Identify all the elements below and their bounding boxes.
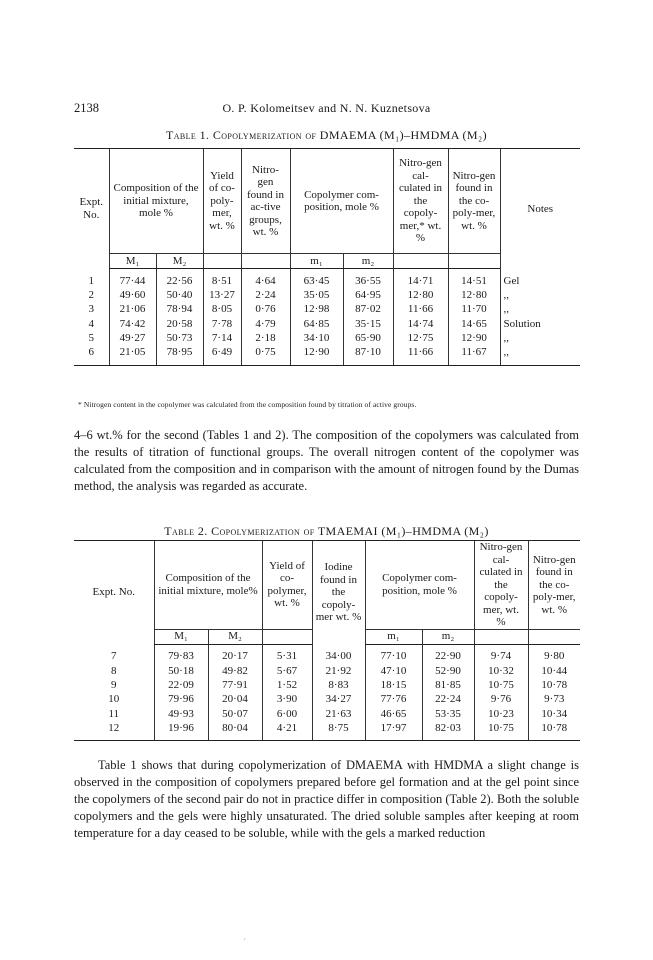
page-number: 2138 (74, 101, 99, 115)
cell-m1: 12·90 (290, 345, 343, 365)
cell-yield: 6·49 (203, 345, 241, 365)
cell-n_found: 11·67 (448, 345, 500, 365)
cell-yield: 8·05 (203, 303, 241, 317)
cell-n_active: 4·64 (241, 269, 290, 289)
cell-M2: 20·04 (208, 692, 262, 706)
cell-n_found: 12·80 (448, 288, 500, 302)
cell-m2: 64·95 (343, 288, 393, 302)
cell-n_found: 10·78 (528, 678, 580, 692)
cell-m2: 81·85 (422, 678, 474, 692)
cell-m1: 35·05 (290, 288, 343, 302)
t2-header-M2: M₂ (208, 629, 262, 644)
t2-header-copolymer-composition: Copolymer com-position, mole % (365, 541, 474, 630)
cell-iodine: 34·27 (312, 692, 365, 706)
cell-iodine: 34·00 (312, 644, 365, 664)
table-row (74, 644, 580, 664)
cell-yield: 6·00 (262, 707, 312, 721)
cell-M2: 20·17 (208, 644, 262, 664)
table1-caption: Table 1. Copolymerization of DMAEMA (M₁)–HMDMA (M₂) (166, 128, 487, 142)
t2-header-nitrogen-found: Nitro-gen found in the co-poly-mer, wt. % (528, 541, 580, 630)
cell-notes: ,, (500, 288, 580, 302)
cell-expt: 11 (108, 707, 120, 720)
cell-iodine: 8·83 (312, 678, 365, 692)
cell-expt: 7 (111, 650, 117, 663)
cell-M1: 49·60 (109, 288, 156, 302)
cell-m2: 87·02 (343, 303, 393, 317)
cell-M1: 77·44 (109, 269, 156, 289)
t2-header-M1: M₁ (154, 629, 208, 644)
cell-n_calc: 10·75 (474, 678, 528, 692)
cell-expt: 12 (74, 721, 154, 741)
cell-m2: 22·24 (422, 692, 474, 706)
cell-M1: 21·05 (109, 345, 156, 365)
cell-expt: 3 (88, 303, 94, 316)
table-row (74, 707, 580, 721)
table1 (74, 148, 580, 366)
cell-m2: 87·10 (343, 345, 393, 365)
t1-header-yield: Yield of co-poly-mer, wt. % (203, 149, 241, 254)
cell-expt: 8 (111, 664, 117, 677)
t1-header-m2: m₂ (343, 254, 393, 269)
cell-M2: 77·91 (208, 678, 262, 692)
table-row (74, 288, 580, 302)
cell-m1: 47·10 (365, 664, 422, 678)
cell-M2: 50·40 (156, 288, 203, 302)
t2-header-iodine: Iodine found in the copoly-mer wt. % (312, 541, 365, 645)
cell-m2: 65·90 (343, 331, 393, 345)
cell-yield: 5·67 (262, 664, 312, 678)
cell-n_calc: 9·74 (474, 644, 528, 664)
cell-yield: 7·78 (203, 317, 241, 331)
cell-expt: 2 (88, 289, 94, 302)
cell-m2: 22·90 (422, 644, 474, 664)
cell-M2: 78·94 (156, 303, 203, 317)
t1-header-copolymer-composition: Copolymer com-position, mole % (290, 149, 393, 254)
cell-n_calc: 14·71 (393, 269, 448, 289)
cell-n_active: 4·79 (241, 317, 290, 331)
table-row (74, 678, 580, 692)
table-row (74, 345, 580, 365)
table-row (74, 303, 580, 317)
cell-notes: Gel (500, 269, 580, 289)
cell-M1: 74·42 (109, 317, 156, 331)
t1-header-nitrogen-found: Nitro-gen found in ac-tive groups, wt. % (241, 149, 290, 254)
cell-n_found: 14·51 (448, 269, 500, 289)
cell-m2: 35·15 (343, 317, 393, 331)
cell-expt: 6 (74, 345, 109, 365)
cell-m1: 63·45 (290, 269, 343, 289)
cell-n_found: 10·34 (528, 707, 580, 721)
table-row (74, 721, 580, 741)
cell-yield: 7·14 (203, 331, 241, 345)
cell-m2: 52·90 (422, 664, 474, 678)
cell-M1: 21·06 (109, 303, 156, 317)
t2-header-expt: Expt. No. (74, 541, 154, 645)
cell-n_active: 2·18 (241, 331, 290, 345)
cell-M1: 49·27 (109, 331, 156, 345)
cell-n_found: 11·70 (448, 303, 500, 317)
cell-n_found: 9·73 (528, 692, 580, 706)
cell-m2: 36·55 (343, 269, 393, 289)
table-row (74, 692, 580, 706)
t1-header-nitrogen-found-copolymer: Nitro-gen found in the co-poly-mer, wt. % (448, 149, 500, 254)
cell-M1: 50·18 (154, 664, 208, 678)
table2 (74, 540, 580, 741)
cell-M2: 50·73 (156, 331, 203, 345)
cell-n_calc: 9·76 (474, 692, 528, 706)
cell-M1: 49·93 (154, 707, 208, 721)
cell-n_active: 0·76 (241, 303, 290, 317)
cell-m1: 34·10 (290, 331, 343, 345)
t1-header-composition: Composition of the initial mixture, mole % (109, 149, 203, 254)
cell-m1: 18·15 (365, 678, 422, 692)
cell-n_calc: 12·80 (393, 288, 448, 302)
cell-M1: 79·83 (154, 644, 208, 664)
t1-header-notes: Notes (500, 149, 580, 269)
cell-m1: 17·97 (365, 721, 422, 741)
cell-m2: 53·35 (422, 707, 474, 721)
cell-n_calc: 14·74 (393, 317, 448, 331)
paragraph-2 (74, 757, 579, 842)
cell-n_found: 10·78 (528, 721, 580, 741)
cell-yield: 13·27 (203, 288, 241, 302)
paragraph-2-text: Table 1 shows that during copolymerization of DMAEMA with HMDMA a slight change is observed in the composition of copolymers prepared before gel formation and at the gel point since the copolymers of the second pair do not in practice differ in composition (Table 2). Both the soluble copolymers and the gels were highly unsaturated. The dried soluble samples after keeping at room temperature for a day ceased to be soluble, while with the gels a marked reduction (74, 758, 579, 840)
t2-header-composition: Composition of the initial mixture, mole% (154, 541, 262, 630)
t2-header-m1: m₁ (365, 629, 422, 644)
cell-n_found: 12·90 (448, 331, 500, 345)
cell-M1: 79·96 (154, 692, 208, 706)
cell-yield: 1·52 (262, 678, 312, 692)
cell-n_calc: 12·75 (393, 331, 448, 345)
cell-M2: 80·04 (208, 721, 262, 741)
cell-notes: ,, (500, 331, 580, 345)
cell-M1: 19·96 (154, 721, 208, 741)
cell-expt: 4 (88, 317, 94, 330)
table-row (74, 664, 580, 678)
t2-header-m2: m₂ (422, 629, 474, 644)
cell-n_calc: 11·66 (393, 345, 448, 365)
cell-notes: Solution (500, 317, 580, 331)
cell-expt: 1 (88, 274, 94, 287)
cell-m1: 77·10 (365, 644, 422, 664)
cell-iodine: 21·63 (312, 707, 365, 721)
cell-iodine: 21·92 (312, 664, 365, 678)
cell-M2: 20·58 (156, 317, 203, 331)
cell-m2: 82·03 (422, 721, 474, 741)
paragraph-1-text: 4–6 wt.% for the second (Tables 1 and 2). The composition of the copolymers was calculated from the results of titration of functional groups. The overall nitrogen content of the copolymer was calculated from the composition and in comparison with the amount of nitrogen found by the Dumas method, the analysis was regarded as accurate. (74, 428, 579, 493)
cell-expt: 5 (88, 332, 94, 345)
t1-header-nitrogen-calculated: Nitro-gen cal-culated in the copoly-mer,* wt. % (393, 149, 448, 254)
cell-n_active: 2·24 (241, 288, 290, 302)
cell-yield: 3·90 (262, 692, 312, 706)
cell-n_active: 0·75 (241, 345, 290, 365)
cell-n_found: 10·44 (528, 664, 580, 678)
cell-notes: ,, (500, 345, 580, 365)
cell-n_found: 9·80 (528, 644, 580, 664)
t1-header-expt: Expt. No. (74, 149, 109, 269)
paragraph-1 (74, 427, 579, 495)
running-head: O. P. Kolomeitsev and N. N. Kuznetsova (222, 101, 431, 115)
cell-n_calc: 10·75 (474, 721, 528, 741)
table-row (74, 317, 580, 331)
table-row (74, 331, 580, 345)
cell-m1: 77·76 (365, 692, 422, 706)
cell-M2: 78·95 (156, 345, 203, 365)
cell-M2: 50·07 (208, 707, 262, 721)
cell-n_calc: 11·66 (393, 303, 448, 317)
t2-header-nitrogen-calculated: Nitro-gen cal-culated in the copoly-mer, wt. % (474, 541, 528, 630)
cell-m1: 46·65 (365, 707, 422, 721)
cell-m1: 64·85 (290, 317, 343, 331)
cell-yield: 5·31 (262, 644, 312, 664)
cell-yield: 8·51 (203, 269, 241, 289)
cell-m1: 12·98 (290, 303, 343, 317)
t1-header-M1: M₁ (109, 254, 156, 269)
t1-header-m1: m₁ (290, 254, 343, 269)
cell-M2: 49·82 (208, 664, 262, 678)
cell-n_found: 14·65 (448, 317, 500, 331)
cell-iodine: 8·75 (312, 721, 365, 741)
cell-n_calc: 10·32 (474, 664, 528, 678)
t1-header-M2: M₂ (156, 254, 203, 269)
cell-M2: 22·56 (156, 269, 203, 289)
cell-expt: 9 (111, 678, 117, 691)
cell-M1: 22·09 (154, 678, 208, 692)
cell-n_calc: 10·23 (474, 707, 528, 721)
cell-notes: ,, (500, 303, 580, 317)
cell-expt: 10 (108, 693, 120, 706)
table-row (74, 269, 580, 289)
table2-caption: Table 2. Copolymerization of TMAEMAI (M₁)–HMDMA (M₂) (164, 524, 489, 538)
cell-yield: 4·21 (262, 721, 312, 741)
page-mark: ´ (243, 937, 246, 947)
t2-header-yield: Yield of co-polymer, wt. % (262, 541, 312, 630)
table1-footnote: * Nitrogen content in the copolymer was calculated from the composition found by titration of active groups. (78, 400, 417, 409)
